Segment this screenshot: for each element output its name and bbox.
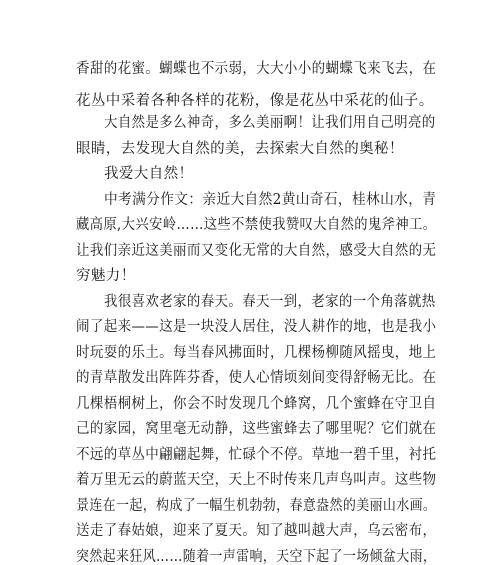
text-line: 送走了春姑娘，迎来了夏天。知了越叫越大声，乌云密布，	[76, 523, 437, 539]
text-line: 我爱大自然！	[104, 166, 194, 182]
text-line: 大自然是多么神奇，多么美丽啊！让我们用自己明亮的	[104, 115, 436, 131]
text-line: 让我们亲近这美丽而又变化无常的大自然，感受大自然的无	[76, 243, 437, 259]
text-line: 着万里无云的蔚蓝天空，天上不时传来几声鸟叫声。这些物	[76, 472, 437, 488]
text-line: 不远的草丛中翩翩起舞，忙碌个不停。草地一碧千里，衬托	[76, 447, 437, 463]
text-line: 时玩耍的乐土。每当春风拂面时，几棵杨柳随风摇曳，地上	[76, 345, 437, 361]
text-line: 中考满分作文：亲近大自然2黄山奇石，桂林山水，青	[104, 192, 437, 208]
text-line: 己的家园，窝里毫无动静，这些蜜蜂去了哪里呢？它们就在	[76, 421, 437, 437]
text-line: 闹了起来——这是一块没人居住，没人耕作的地，也是我小	[76, 319, 437, 335]
text-line: 穷魅力！	[76, 268, 136, 284]
text-line: 的青草散发出阵阵芬香，使人心情顷刻间变得舒畅无比。在	[76, 370, 437, 386]
text-line: 藏高原,大兴安岭……这些不禁使我赞叹大自然的鬼斧神工。	[76, 217, 437, 233]
text-line: 突然起来狂风……随着一声雷响，天空下起了一场倾盆大雨，	[76, 549, 437, 565]
text-line: 景连在一起，构成了一幅生机勃勃，春意盎然的美丽山水画。	[76, 498, 437, 514]
text-line: 香甜的花蜜。蝴蝶也不示弱，大大小小的蝴蝶飞来飞去，在	[76, 61, 437, 77]
text-line: 几棵梧桐树上，你会不时发现几个蜂窝，几个蜜蜂在守卫自	[76, 396, 437, 412]
text-line: 我很喜欢老家的春天。春天一到，老家的一个角落就热	[104, 294, 436, 310]
text-line: 眼睛，去发现大自然的美，去探索大自然的奥秘！	[76, 141, 404, 157]
text-line: 花丛中采着各种各样的花粉，像是花丛中采花的仙子。	[76, 93, 434, 109]
